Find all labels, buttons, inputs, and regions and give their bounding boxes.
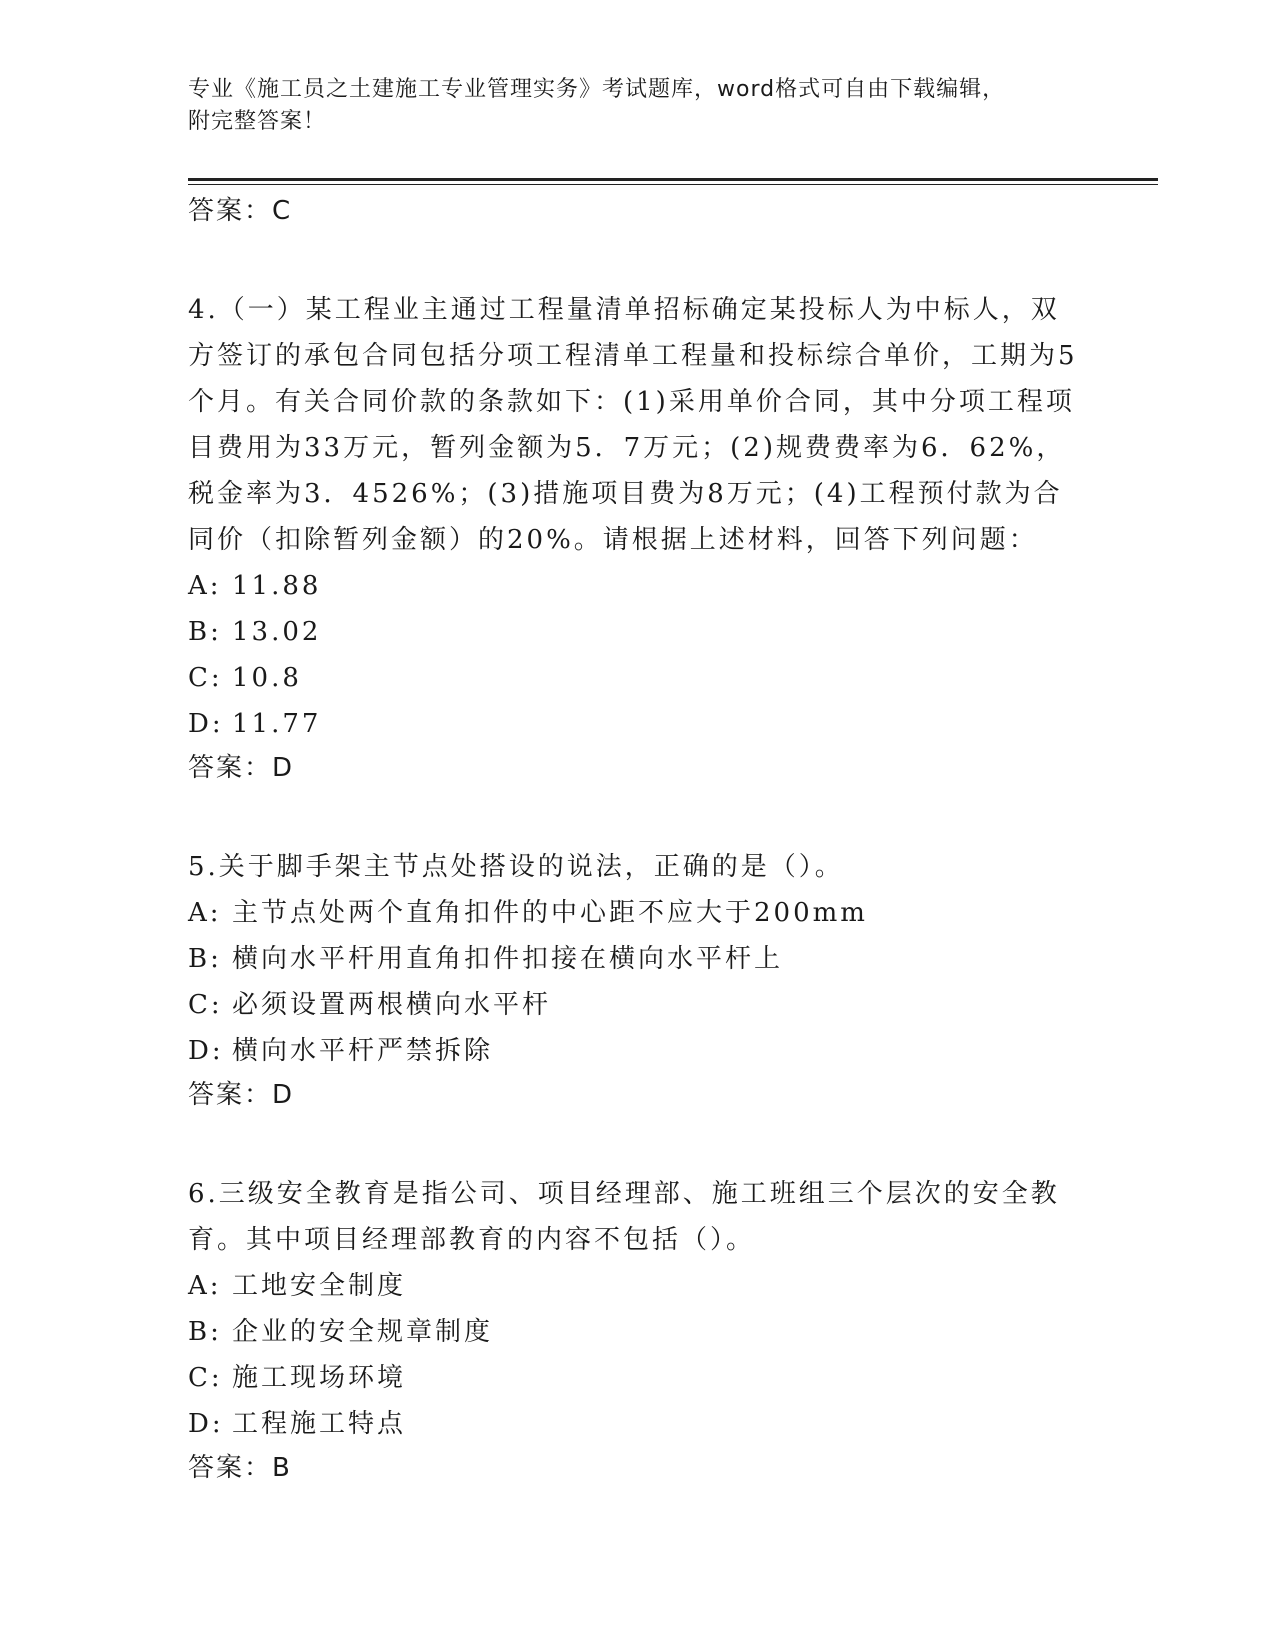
answer-line: 答案：D: [188, 1080, 295, 1110]
option-text: 施工现场环境: [232, 1363, 407, 1393]
option-text: 横向水平杆用直角扣件扣接在横向水平杆上: [232, 944, 784, 974]
question-5: [188, 844, 1088, 1116]
answer-line: 答案：B: [188, 1453, 292, 1483]
option-b: [188, 609, 1088, 655]
option-letter: A:: [188, 1271, 222, 1301]
header-line-2: 附完整答案！: [188, 109, 327, 134]
option-b: [188, 1309, 1088, 1355]
question-4: [188, 287, 1088, 789]
option-c: [188, 1355, 1088, 1401]
header-divider-thick: [188, 178, 1158, 181]
option-letter: D:: [188, 709, 224, 739]
option-letter: A:: [188, 571, 222, 601]
option-letter: C:: [188, 990, 223, 1020]
option-text: 10.8: [232, 663, 302, 693]
answer-line: 答案：C: [188, 196, 293, 226]
option-text: 企业的安全规章制度: [232, 1317, 494, 1347]
question-text: 4.（一）某工程业主通过工程量清单招标确定某投标人为中标人，双方签订的承包合同包括分项工程清单工程量和投标综合单价，工期为5个月。有关合同价款的条款如下：(1)采用单价合同，其中分项工程项目费用为33万元，暂列金额为5．7万元；(2)规费费率为6．62%，税金率为3．4526%；(3)措施项目费为8万元；(4)工程预付款为合同价（扣除暂列金额）的20%。请根据上述材料，回答下列问题：: [188, 295, 1078, 555]
option-d: [188, 1028, 1088, 1074]
answer-line: 答案：D: [188, 753, 295, 783]
option-b: [188, 936, 1088, 982]
option-text: 11.77: [232, 709, 322, 739]
option-d: [188, 1401, 1088, 1447]
option-letter: D:: [188, 1036, 224, 1066]
option-text: 主节点处两个直角扣件的中心距不应大于200mm: [232, 898, 868, 928]
option-text: 必须设置两根横向水平杆: [232, 990, 552, 1020]
option-text: 横向水平杆严禁拆除: [232, 1036, 494, 1066]
option-a: [188, 890, 1088, 936]
option-letter: B:: [188, 617, 222, 647]
document-header: [188, 74, 1068, 138]
question-list: [188, 190, 1088, 1489]
option-a: [188, 563, 1088, 609]
option-text: 13.02: [232, 617, 322, 647]
option-a: [188, 1263, 1088, 1309]
option-letter: A:: [188, 898, 222, 928]
option-letter: B:: [188, 944, 222, 974]
header-line-1: 专业《施工员之土建施工专业管理实务》考试题库，word格式可自由下载编辑，: [188, 77, 1006, 102]
option-letter: C:: [188, 1363, 223, 1393]
option-text: 工程施工特点: [232, 1409, 407, 1439]
option-d: [188, 701, 1088, 747]
question-text: 6.三级安全教育是指公司、项目经理部、施工班组三个层次的安全教育。其中项目经理部教育的内容不包括（）。: [188, 1179, 1060, 1255]
header-divider-thin: [188, 184, 1158, 185]
option-c: [188, 982, 1088, 1028]
option-text: 11.88: [232, 571, 322, 601]
option-text: 工地安全制度: [232, 1271, 407, 1301]
option-letter: C:: [188, 663, 223, 693]
option-c: [188, 655, 1088, 701]
option-letter: D:: [188, 1409, 224, 1439]
question-text: 5.关于脚手架主节点处搭设的说法，正确的是（）。: [188, 852, 844, 882]
question-6: [188, 1171, 1088, 1489]
option-letter: B:: [188, 1317, 222, 1347]
